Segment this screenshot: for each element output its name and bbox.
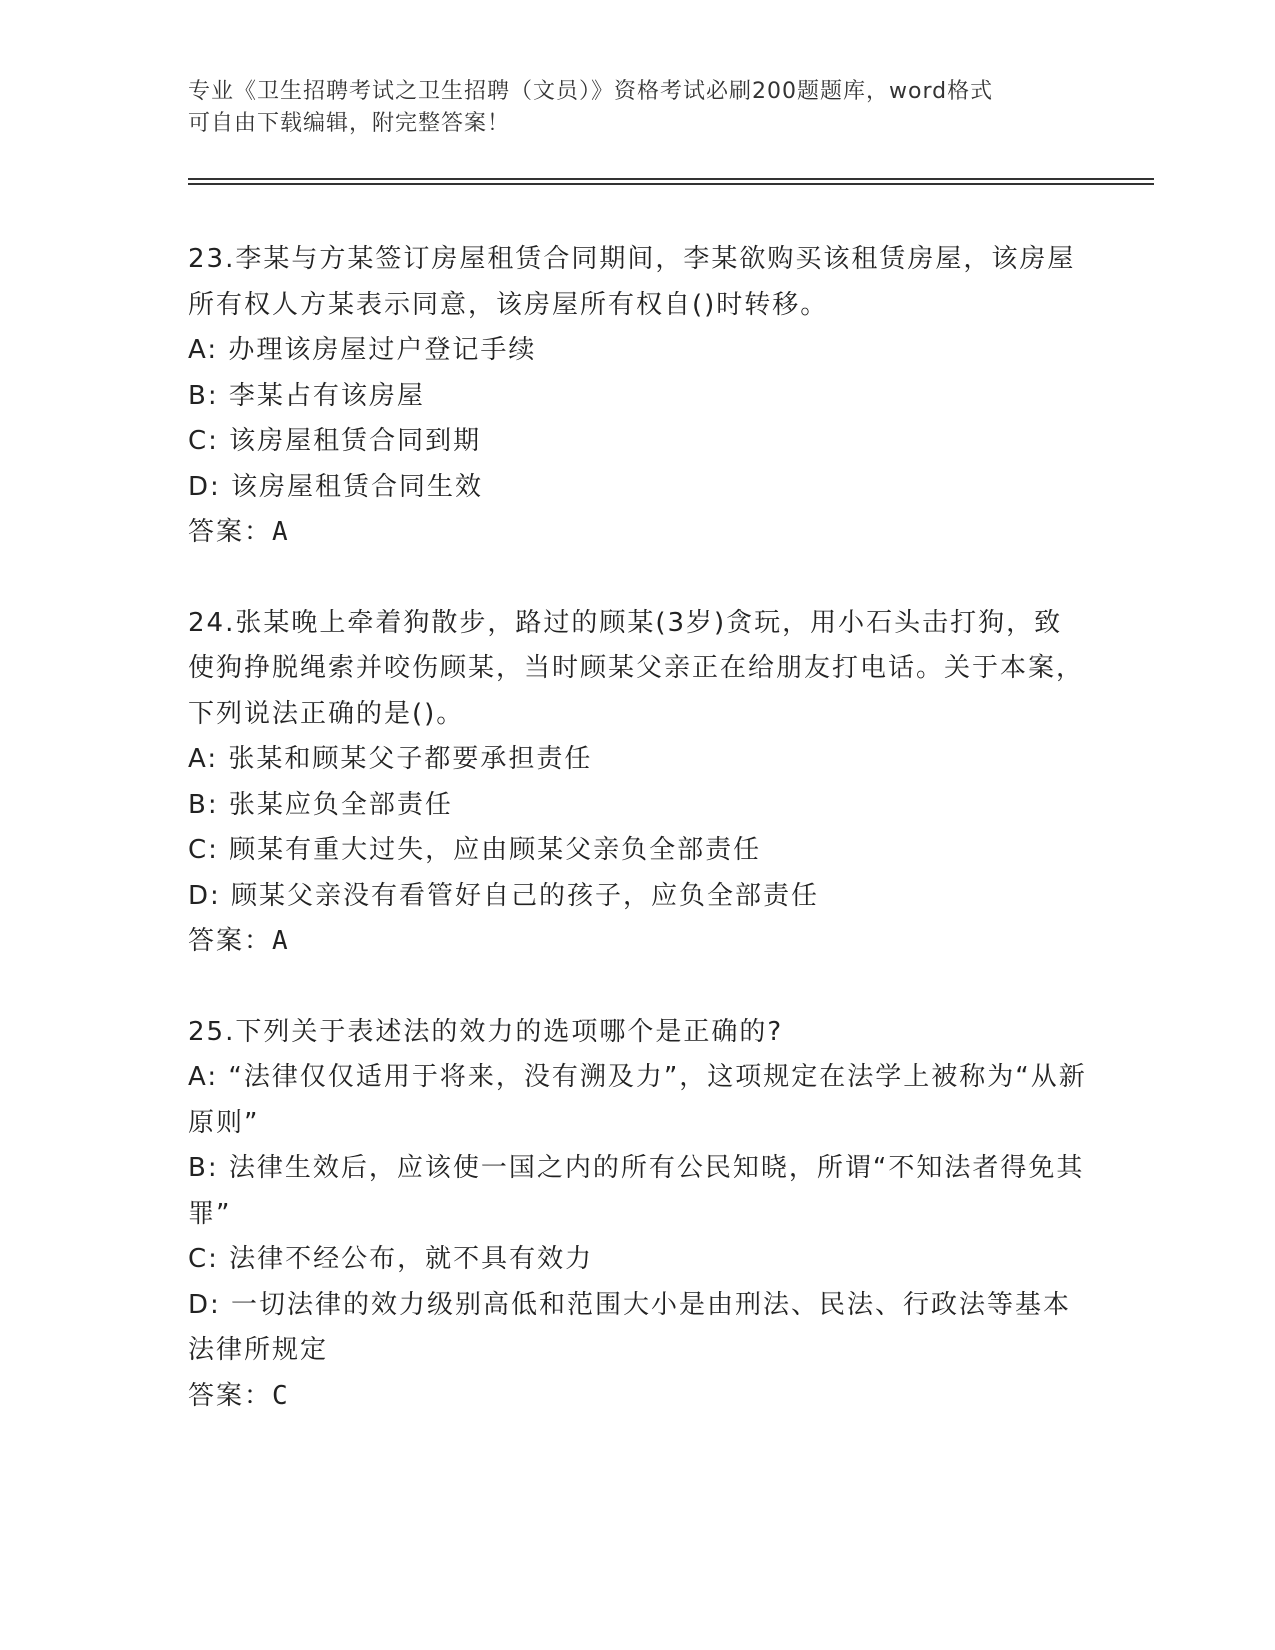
option-d: D: 一切法律的效力级别高低和范围大小是由刑法、民法、行政法等基本法律所规定	[188, 1289, 1072, 1365]
question-stem: 23.李某与方某签订房屋租赁合同期间，李某欲购买该租赁房屋，该房屋所有权人方某表示同意，该房屋所有权自()时转移。	[188, 244, 1076, 320]
option-b: B: 法律生效后，应该使一国之内的所有公民知晓，所谓“不知法者得免其罪”	[188, 1153, 1085, 1229]
option-a: A: 张某和顾某父子都要承担责任	[188, 744, 593, 774]
answer: 答案：A	[188, 926, 290, 956]
document-header	[188, 76, 1088, 140]
header-line-1: 专业《卫生招聘考试之卫生招聘（文员）》资格考试必刷200题题库，word格式	[188, 79, 994, 104]
option-c: C: 法律不经公布，就不具有效力	[188, 1244, 594, 1274]
option-a: A: “法律仅仅适用于将来，没有溯及力”，这项规定在法学上被称为“从新原则”	[188, 1062, 1087, 1138]
question-stem: 24.张某晚上牵着狗散步，路过的顾某(3岁)贪玩，用小石头击打狗，致使狗挣脱绳索并咬伤顾某，当时顾某父亲正在给朋友打电话。关于本案，下列说法正确的是()。	[188, 607, 1085, 729]
answer: 答案：A	[188, 517, 290, 547]
answer: 答案：C	[188, 1380, 290, 1411]
header-divider-top	[188, 178, 1154, 180]
question-23	[188, 237, 1088, 556]
option-c: C: 顾某有重大过失，应由顾某父亲负全部责任	[188, 835, 762, 865]
option-c: C: 该房屋租赁合同到期	[188, 426, 482, 456]
option-b: B: 李某占有该房屋	[188, 380, 425, 411]
question-stem: 25.下列关于表述法的效力的选项哪个是正确的?	[188, 1016, 784, 1047]
header-divider-bottom	[188, 183, 1154, 185]
header-line-2: 可自由下载编辑，附完整答案！	[188, 111, 511, 136]
option-b: B: 张某应负全部责任	[188, 789, 453, 820]
option-a: A: 办理该房屋过户登记手续	[188, 335, 537, 365]
question-list	[188, 237, 1088, 1464]
option-d: D: 该房屋租赁合同生效	[188, 471, 484, 502]
option-d: D: 顾某父亲没有看管好自己的孩子，应负全部责任	[188, 880, 820, 911]
question-25	[188, 1010, 1088, 1420]
question-24	[188, 601, 1088, 965]
